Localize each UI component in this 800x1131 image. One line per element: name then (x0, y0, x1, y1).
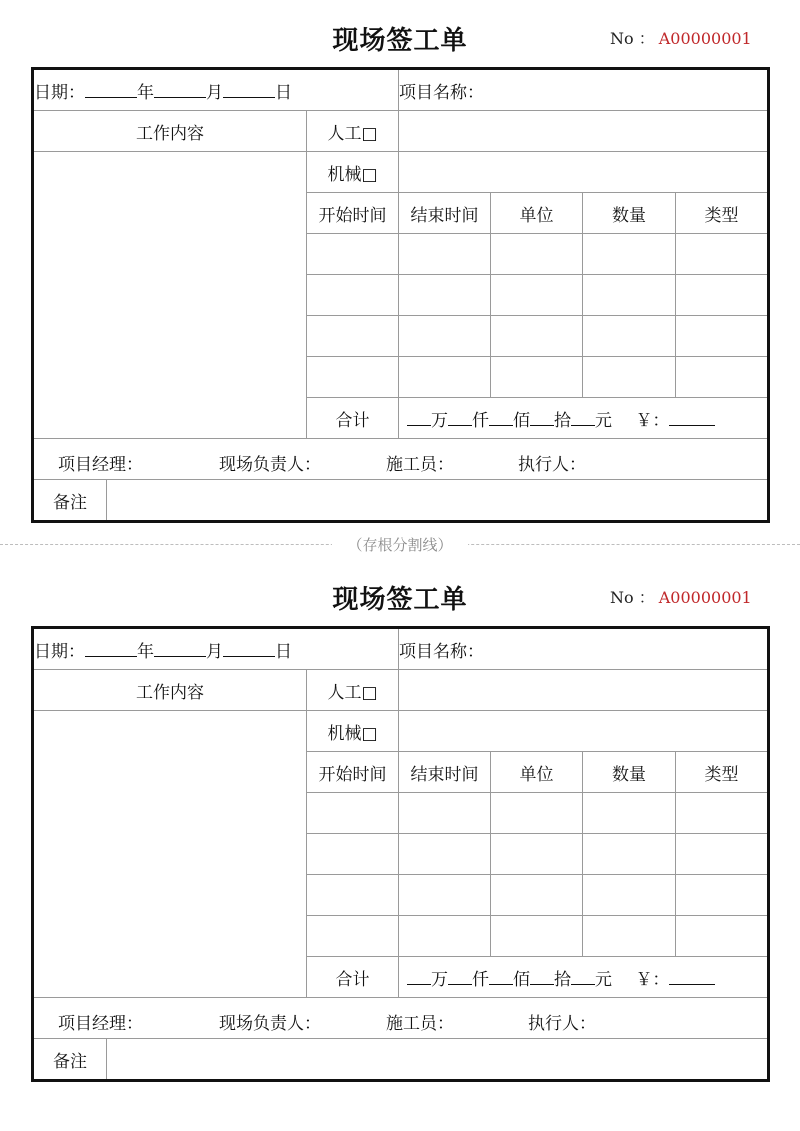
work-content-header: 工作内容 (33, 670, 307, 711)
table-cell[interactable] (307, 234, 399, 275)
machine-input[interactable] (399, 711, 769, 752)
currency-blank[interactable] (669, 411, 715, 426)
project-manager-label: 项目经理： (58, 1014, 143, 1034)
remarks-input[interactable] (107, 1039, 769, 1081)
table-cell[interactable] (307, 916, 399, 957)
table-cell[interactable] (307, 357, 399, 398)
table-cell[interactable] (491, 357, 583, 398)
column-header-end-time: 结束时间 (399, 752, 491, 793)
labor-input[interactable] (399, 111, 769, 152)
table-cell[interactable] (307, 834, 399, 875)
executor-label: 执行人： (518, 455, 586, 475)
table-cell[interactable] (491, 234, 583, 275)
total-amount-field[interactable] (399, 957, 769, 998)
wan-blank[interactable] (407, 970, 431, 985)
table-cell[interactable] (676, 916, 769, 957)
shi-label: 拾 (554, 969, 572, 990)
yuan-blank[interactable] (571, 970, 595, 985)
table-cell[interactable] (583, 357, 676, 398)
qian-blank[interactable] (448, 970, 472, 985)
table-cell[interactable] (676, 316, 769, 357)
signature-row (33, 998, 769, 1039)
work-order-stub (0, 0, 800, 530)
day-blank[interactable] (223, 83, 275, 98)
labor-checkbox-label[interactable]: 人工□ (307, 670, 399, 711)
table-cell[interactable] (491, 316, 583, 357)
table-cell[interactable] (307, 316, 399, 357)
table-cell[interactable] (583, 916, 676, 957)
table-cell[interactable] (676, 834, 769, 875)
form-number (610, 26, 752, 49)
work-order-table (31, 67, 770, 523)
table-cell[interactable] (399, 793, 491, 834)
column-header-unit: 单位 (491, 193, 583, 234)
yuan-label: 元 (595, 969, 613, 990)
table-cell[interactable] (307, 875, 399, 916)
table-cell[interactable] (399, 316, 491, 357)
site-leader-label: 现场负责人： (219, 455, 321, 475)
column-header-end-time: 结束时间 (399, 193, 491, 234)
currency-label: ￥： (635, 410, 670, 431)
table-cell[interactable] (676, 234, 769, 275)
currency-blank[interactable] (669, 970, 715, 985)
table-cell[interactable] (399, 875, 491, 916)
project-name-field[interactable] (399, 69, 769, 111)
table-cell[interactable] (399, 916, 491, 957)
table-cell[interactable] (307, 793, 399, 834)
table-cell[interactable] (491, 834, 583, 875)
month-label: 月 (206, 82, 223, 103)
month-blank[interactable] (154, 642, 206, 657)
bai-blank[interactable] (489, 970, 513, 985)
day-blank[interactable] (223, 642, 275, 657)
date-field[interactable] (33, 69, 399, 111)
table-cell[interactable] (583, 875, 676, 916)
work-content-area[interactable] (33, 711, 307, 998)
remarks-label: 备注 (33, 1039, 107, 1081)
column-header-quantity: 数量 (583, 752, 676, 793)
table-cell[interactable] (491, 793, 583, 834)
date-label: 日期： (34, 82, 85, 103)
yuan-blank[interactable] (571, 411, 595, 426)
table-cell[interactable] (399, 834, 491, 875)
remarks-input[interactable] (107, 480, 769, 522)
year-label: 年 (137, 641, 154, 662)
day-label: 日 (275, 82, 292, 103)
machine-checkbox-label[interactable]: 机械□ (307, 152, 399, 193)
currency-label: ￥： (635, 969, 670, 990)
total-amount-field[interactable] (399, 398, 769, 439)
table-cell[interactable] (583, 834, 676, 875)
table-cell[interactable] (307, 275, 399, 316)
builder-label: 施工员： (386, 1014, 454, 1034)
qian-label: 仟 (472, 410, 490, 431)
bai-blank[interactable] (489, 411, 513, 426)
shi-blank[interactable] (530, 411, 554, 426)
column-header-type: 类型 (676, 752, 769, 793)
form-number-label: No ： (610, 588, 655, 607)
table-cell[interactable] (676, 357, 769, 398)
table-cell[interactable] (676, 793, 769, 834)
day-label: 日 (275, 641, 292, 662)
form-title: 现场签工单 (332, 26, 468, 56)
date-label: 日期： (34, 641, 85, 662)
table-cell[interactable] (399, 275, 491, 316)
machine-input[interactable] (399, 152, 769, 193)
builder-label: 施工员： (386, 455, 454, 475)
wan-blank[interactable] (407, 411, 431, 426)
stub-divider-label: （存根分割线） (332, 534, 468, 555)
work-content-header: 工作内容 (33, 111, 307, 152)
labor-checkbox-label[interactable]: 人工□ (307, 111, 399, 152)
yuan-label: 元 (595, 410, 613, 431)
site-leader-label: 现场负责人： (219, 1014, 321, 1034)
form-title: 现场签工单 (332, 585, 468, 615)
remarks-label: 备注 (33, 480, 107, 522)
form-number-value: A00000001 (658, 29, 752, 48)
year-blank[interactable] (85, 83, 137, 98)
table-cell[interactable] (399, 234, 491, 275)
month-blank[interactable] (154, 83, 206, 98)
work-order-form (0, 559, 800, 1089)
signature-row (33, 439, 769, 480)
project-manager-label: 项目经理： (58, 455, 143, 475)
work-order-table (31, 626, 770, 1082)
work-content-area[interactable] (33, 152, 307, 439)
table-cell[interactable] (583, 275, 676, 316)
table-cell[interactable] (491, 875, 583, 916)
project-name-label: 项目名称： (399, 82, 485, 103)
table-cell[interactable] (491, 275, 583, 316)
table-cell[interactable] (491, 916, 583, 957)
table-cell[interactable] (399, 357, 491, 398)
month-label: 月 (206, 641, 223, 662)
year-label: 年 (137, 82, 154, 103)
table-cell[interactable] (676, 875, 769, 916)
wan-label: 万 (431, 410, 449, 431)
column-header-start-time: 开始时间 (307, 752, 399, 793)
form-number (610, 585, 752, 608)
table-cell[interactable] (583, 793, 676, 834)
column-header-quantity: 数量 (583, 193, 676, 234)
qian-label: 仟 (472, 969, 490, 990)
bai-label: 佰 (513, 969, 531, 990)
bai-label: 佰 (513, 410, 531, 431)
column-header-type: 类型 (676, 193, 769, 234)
form-number-label: No ： (610, 29, 655, 48)
shi-blank[interactable] (530, 970, 554, 985)
table-cell[interactable] (676, 275, 769, 316)
date-field[interactable] (33, 628, 399, 670)
total-label: 合计 (307, 957, 399, 998)
shi-label: 拾 (554, 410, 572, 431)
table-cell[interactable] (583, 316, 676, 357)
machine-checkbox-label[interactable]: 机械□ (307, 711, 399, 752)
column-header-unit: 单位 (491, 752, 583, 793)
form-number-value: A00000001 (658, 588, 752, 607)
year-blank[interactable] (85, 642, 137, 657)
column-header-start-time: 开始时间 (307, 193, 399, 234)
executor-label: 执行人： (528, 1014, 596, 1034)
labor-input[interactable] (399, 670, 769, 711)
table-cell[interactable] (583, 234, 676, 275)
total-label: 合计 (307, 398, 399, 439)
project-name-label: 项目名称： (399, 641, 485, 662)
qian-blank[interactable] (448, 411, 472, 426)
project-name-field[interactable] (399, 628, 769, 670)
wan-label: 万 (431, 969, 449, 990)
